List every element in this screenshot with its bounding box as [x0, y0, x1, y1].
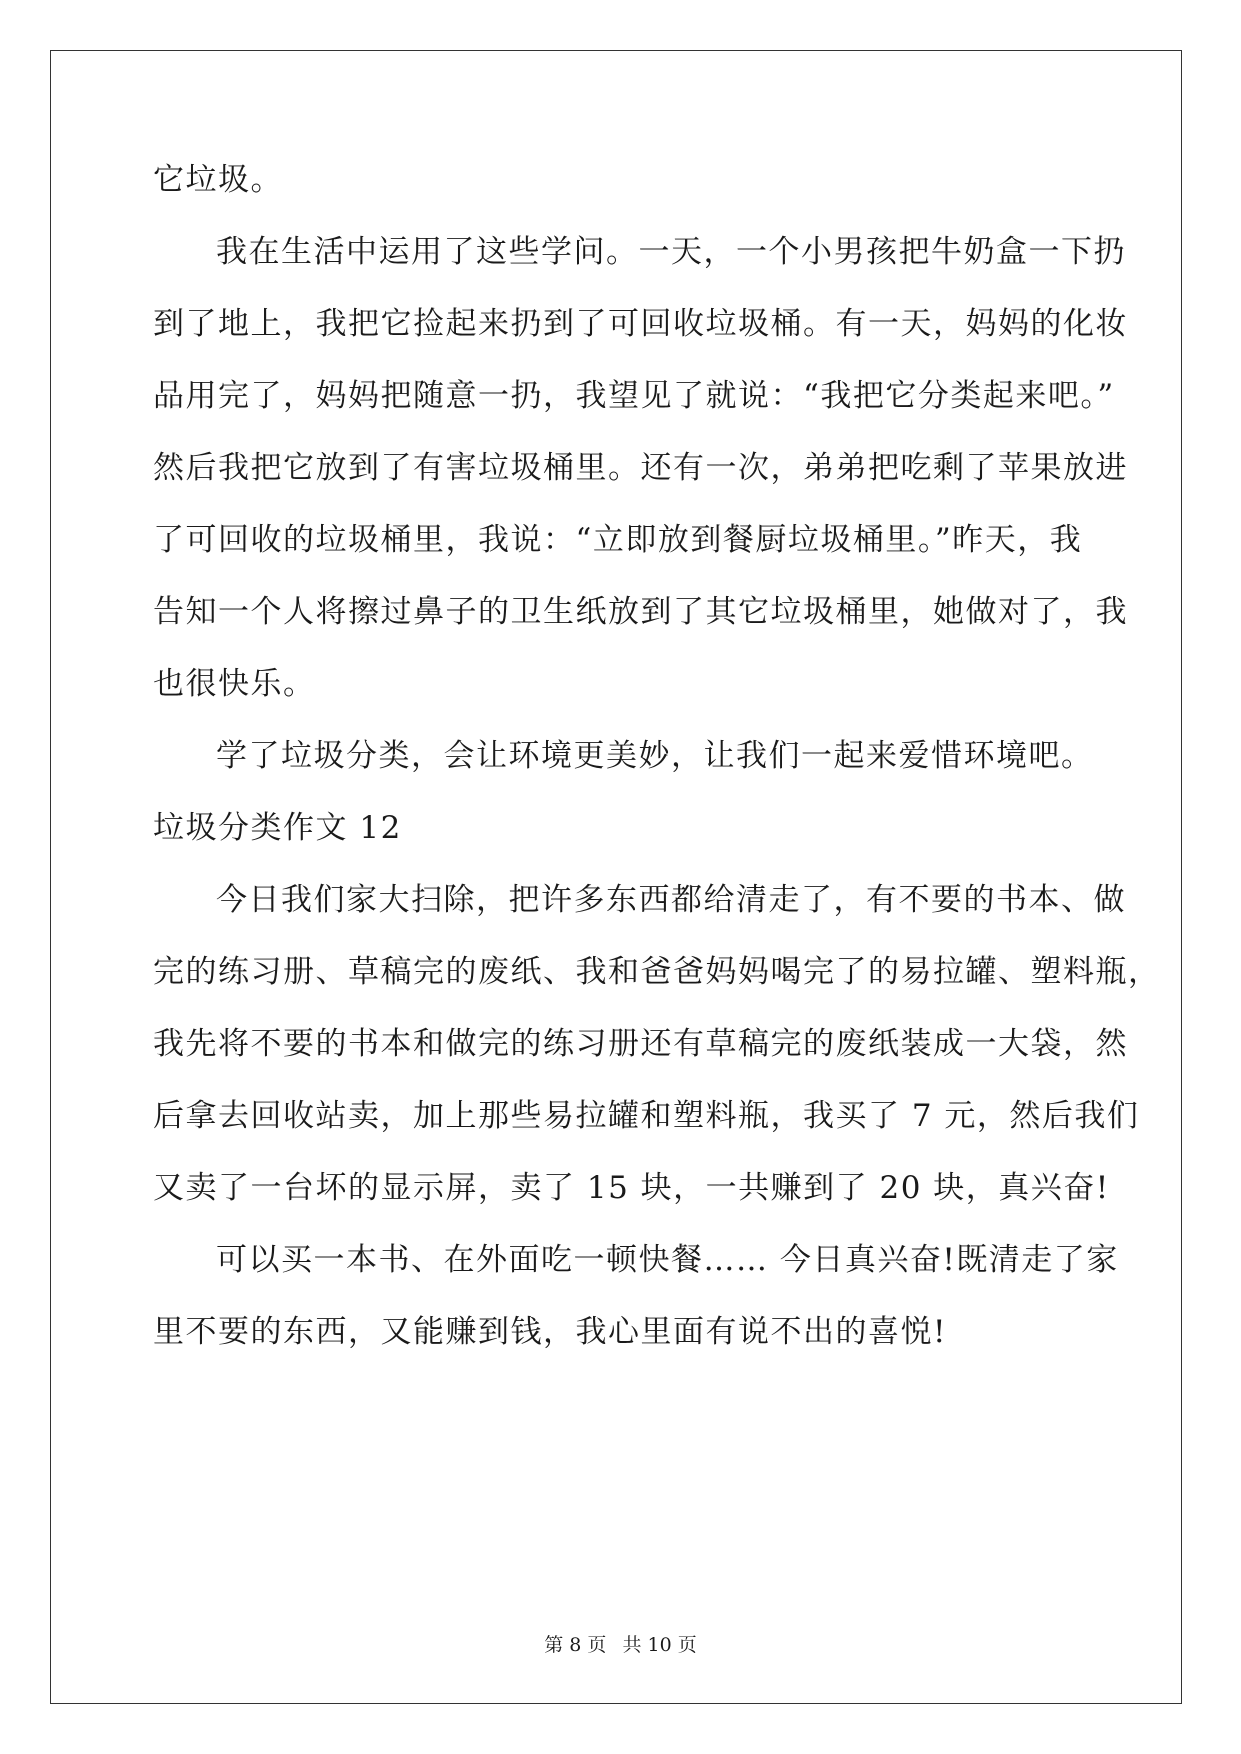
text-line: 后拿去回收站卖，加上那些易拉罐和塑料瓶，我买了 7 元，然后我们: [153, 1098, 1140, 1134]
text-line: 里不要的东西，又能赚到钱，我心里面有说不出的喜悦!: [153, 1314, 947, 1350]
text-line: 然后我把它放到了有害垃圾桶里。还有一次，弟弟把吃剩了苹果放进: [153, 450, 1128, 486]
page-number: 第 8 页: [544, 1634, 607, 1656]
text-line: 品用完了，妈妈把随意一扔，我望见了就说：“我把它分类起来吧。”: [153, 378, 1115, 414]
paragraph-start: 今日我们家大扫除，把许多东西都给清走了，有不要的书本、做: [216, 882, 1126, 918]
paragraph-start: 学了垃圾分类，会让环境更美妙，让我们一起来爱惜环境吧。: [216, 738, 1094, 774]
text-line: 了可回收的垃圾桶里，我说：“立即放到餐厨垃圾桶里。”昨天，我: [153, 522, 1083, 558]
page-total: 共 10 页: [622, 1634, 697, 1656]
text-line: 完的练习册、草稿完的废纸、我和爸爸妈妈喝完了的易拉罐、塑料瓶，: [153, 954, 1161, 990]
page-footer: [0, 1633, 1241, 1657]
paragraph-start: 可以买一本书、在外面吃一顿快餐…… 今日真兴奋!既清走了家: [216, 1242, 1119, 1278]
section-heading: 垃圾分类作文 12: [153, 810, 402, 846]
text-line: 我先将不要的书本和做完的练习册还有草稿完的废纸装成一大袋，然: [153, 1026, 1128, 1062]
text-line: 也很快乐。: [153, 666, 316, 702]
text-line: 告知一个人将擦过鼻子的卫生纸放到了其它垃圾桶里，她做对了，我: [153, 594, 1128, 630]
paragraph-start: 我在生活中运用了这些学问。一天，一个小男孩把牛奶盒一下扔: [216, 234, 1126, 270]
text-line: 到了地上，我把它捡起来扔到了可回收垃圾桶。有一天，妈妈的化妆: [153, 306, 1128, 342]
text-line: 它垃圾。: [153, 162, 283, 198]
page-border: [50, 50, 1182, 1704]
text-line: 又卖了一台坏的显示屏，卖了 15 块，一共赚到了 20 块，真兴奋!: [153, 1170, 1110, 1206]
